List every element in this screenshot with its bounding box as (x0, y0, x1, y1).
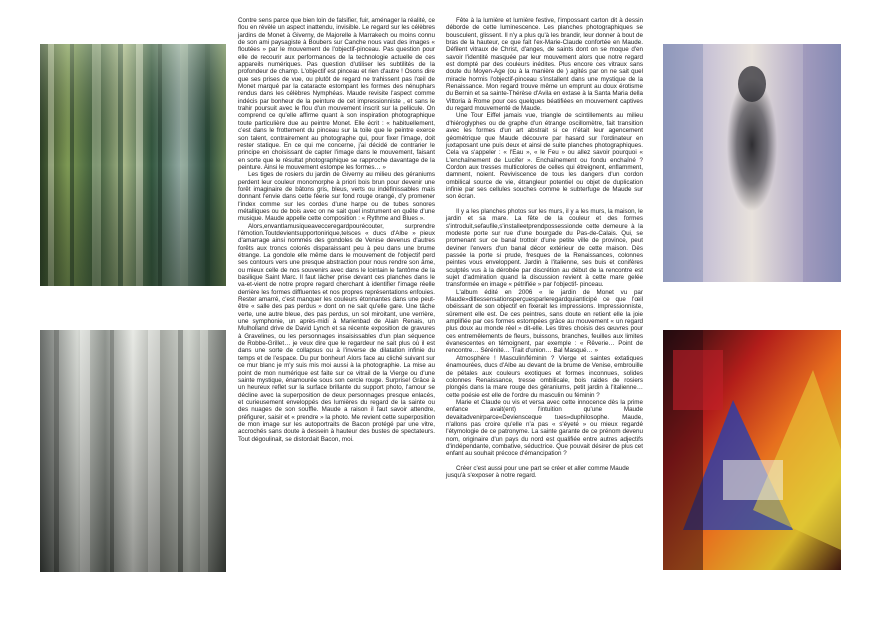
text-column-left (238, 17, 435, 443)
paragraph: Il y a les planches photos sur les murs, il y a les murs, la maison, le jardin et sa mare. La fête de la couleur et des formes s'introduit,sefaufile,s'installeetprendpossessionde cette demeure à la modeste porte sur rue d'une bourgade du Pas-de-Calais. Qui, se promenant sur ce banal trottoir d'une petite ville de province, peut deviner l'envers d'un banal décor extérieur de cette maison. Dès passée la porte si prude, fresques de la Renaissances, colonnes peintes vous enveloppent. Jardin à l'italienne, ses buis et conifères sculptés vus à la dérobée par discrétion au début de la rencontre est sujet d'admiration quand la discussion revient à cette mare gelée transformée en image « pétrifiée » par l'objectif- pinceau. (446, 207, 643, 289)
paragraph: L'album édité en 2006 « le jardin de Monet vu par Maude»ditlessensationsperçuesparleregardquianticipé ce que l'œil obéissant de son objectif en fixerait les impressions. Impressionniste, sûrement elle est. De ces peintres, sans doute en retient elle la joie amplifiée par ces formes estompées grâce au mouvement « un regard plus doux au monde réel » dit-elle. Les titres choisis des œuvres pour ces entremêlements de fleurs, buissons, branches, feuilles aux limites évanescentes en témoignent, par exemple : « Rêverie… Point de rencontre… Sérénité… Trait d'union… Bal Masqué… » (446, 288, 643, 355)
paragraph: Les tiges de rosiers du jardin de Giverny au milieu des géraniums perdent leur couleur monomorphe à priori bois brun pour devenir une forêt imaginaire de bâtons gris, bleus, verts ou indéfinissables mais donnant l'envie dans cette féerie sur fond rouge orangé, d'y promener l'index comme sur les cordes d'une harpe ou de tubes sonores métalliques ou de bois avec on ne sait quel instrument en quête d'une musique. Maude appelle cette composition : « Rythme and Blues ». (238, 171, 435, 223)
photo-top-right (663, 44, 841, 282)
paragraph: Une Tour Eiffel jamais vue, triangle de scintillements au milieu d'hiéroglyphes ou de graphe d'un étrange oscillomètre, fait transition avec les formes d'un art abstrait si ce n'était leur agencement géométrique que Maude découvre par hasard sur l'ordinateur en juxtaposant une puis deux et ainsi de suite planches photographiques. Cela va s'appeler : « l'Eau », « le Feu » ou allez savoir pourquoi « L'enchaînement de Lucifer ». Enchaînement ou fondu enchaîné ? Cordon aux tresses multicolores de celles qui étreignent, enflamment, damnent, noient. Reviviscence de tous les dangers d'un cordon ombilical source de vie, étrangleur potentiel ou objet de duplication infinie par ses cellules souches comme le subterfuge de Maude sur son écran. (446, 112, 643, 201)
photo-bottom-left (40, 330, 226, 572)
blurred-sculpture-photo-icon (40, 330, 226, 572)
paragraph: Contre sens parce que bien loin de falsifier, fuir, aménager la réalité, ce flou en révèle un aspect inattendu, invisible. Le regard sur les célèbres jardins de Monet à Giverny, de Majorelle à Marrakech ou moins connu de son ami paysagiste à Boubers sur Canche nous vaut des images « floutées » par le mouvement de l'objectif-pinceau. Pas question pour elle de recourir aux performances de la technologie actuelle de ces appareils numériques. Pas question d'utiliser les subtilités de la profondeur de champ. L'objectif est pinceau et rien d'autre ! Osons dire que ses prises de vue, ou plutôt de regard ne trahissent pas l'œil de Monet marqué par la cataracte estompant les formes des nénuphars rendus dans les célèbres Nymphéas. Maude revisite l'aspect comme indécis par bonheur de la peinture de cet impressionniste , et sans le trahir poursuit avec le flou d'un mouvement inscrit sur la pellicule. On comprend ce qu'elle affirme quant à son inspiration photographique toute particulière due au peintre Monet. Elle écrit : « habituellement, c'est dans le frottement du pinceau sur la toile que le peintre exerce son talent, contrairement au photographe qui, pour fixer l'image, doit rester statique. En ce qui me concerne, j'ai décidé de contrarier le principe en choisissant de capter l'image dans le mouvement, faisant en sorte que le résultat photographique se rapproche davantage de la peinture. Ainsi le mouvement estompe les formes… » (238, 17, 435, 171)
blurred-garden-photo-icon (40, 44, 226, 286)
paragraph: Atmosphère ! Masculin/féminin ? Vierge et saintes extatiques énamourées, ducs d'Albe au devant de la brume de Venise, embrouille de pétales aux couleurs exotiques et formes inconnues, solides colonnes Renaissance, tresse ombilicale, bois raides de rosiers plongés dans la mare rouge des géraniums, petit jardin à l'italienne… cette poésie est elle de l'ordre du masculin ou féminin ? (446, 354, 643, 399)
text-column-right (446, 17, 643, 480)
blurred-window-photo-icon (663, 330, 841, 570)
blurred-figure-photo-icon (663, 44, 841, 282)
paragraph: Marie et Claude ou vis et versa avec cette innocence dès la prime enfance avait(ent) l'intuition qu'une Maude devaitadvenirparce«Deviensceque tues»duphilosophe. Maude, n'allons pas croire qu'elle n'a pas « s'éyeté » ou mieux regardé l'étymologie de ce patronyme. La sainte garante de ce prénom devenu nom, originaire d'un pays du nord est qualifiée entre autres adjectifs d'indépendante, combative, séductrice. Que pouvait désirer de plus cet enfant au souhait précoce d'émancipation ? (446, 398, 643, 458)
paragraph: Créer c'est aussi pour une part se créer et aller comme Maude jusqu'à s'exposer à notre regard. (446, 464, 630, 480)
paragraph: Alors,envantlamusiqueavecceregardpourécouter, surprendre l'émotion.Toutdevientsupportonirique,telsces « ducs d'Albe » pieux d'amarrage ainsi nommés des gondoles de Venise devenus d'autres forêts aux troncs colorés disparaissant peu à peu dans une brume étrange. La gondole elle même dans le mouvement de l'objectif perd ses contours vers une presque abstraction pour nous rendre son âme, ou mieux celle de nos souvenirs avec dans le lointain le fantôme de la basilique Saint Marc. Il faut lâcher prise devant ces planches dans le va-et-vient de notre propre regard cherchant à identifier l'image réelle derrière les formes diffluentes et nos propres représentations enfouies. Rester amarré, c'est manquer les couleurs étonnantes dans une peut-être « salle des pas perdus » dont on ne sait qu'elle gare. Une tâche verte, une autre bleue, des pas perdus, un sol miroitant, une verrière, une symphonie, un après-midi à Marienbad de Alain Renais, un Mulholland drive de David Lynch et sa récente exposition de gravures à Gravelines, ou les personnages insaisissables d'un plan séquence de Robbe-Grillet… je veux dire que le regardeur ne sait plus où il est dans une sorte de collapsus ou à l'inverse de dilatation infinie du temps et de l'espace. Du pur bonheur! Alors face au cliché suivant sur ce mur blanc je m'y suis mis moi aussi à la photographie. La mise au point de mon numérique est faite sur ce vitrail de la Vierge ou d'une sainte mystique, énamourée sous son cercle rouge. Surprise! Grâce à un heureux reflet sur la surface brillante du support photo, l'amour se décline avec la superposition de deux personnages presque enlacés, et curieusement enveloppés des lumières du regard de la sainte ou des nuages de son souffle. Maude a raison il faut savoir attendre, préfigurer, saisir et « prendre » la photo. Me revient cette superposition de mon image sur les autoportraits de Bacon protégé par une vitre, accrochés sans doute à dessein à hauteur des bustes de spectateurs. Tout dégoulinait, se distordait Bacon, moi. (238, 222, 435, 443)
paragraph: Fête à la lumière et lumière festive, l'impossant carton dit à dessin déborde de cette luminescence. Les planches photographiques se bousculent, glissent. Il n'y a plus qu'à les brandir, leur donner à bout de bras de la hauteur, ce que fait l'ex-Marie-Claude confortée en Maude. Défilent vitraux de Christ, d'anges, de saints dont on se moque d'en savoir l'identité masquée par leur mouvement alors que notre regard est dompté par des couleurs inédites. Plus encore ces vitraux sans doute du Moyen-Age (ou à la manière de ) agités par on ne sait quel miracle hormis l'objectif-pinceau s'installent dans une mystique de la Renaissance. Mon regard trouve même un emprunt au doux érotisme du Bernin et sa sainte-Thérèse d'Avila en extase à la Santa Maria della Vittoria à Rome pour ces quelques béatifiées en mouvement captives du regard mouvementé de Maude. (446, 17, 643, 113)
photo-bottom-right (663, 330, 841, 570)
photo-top-left (40, 44, 226, 286)
